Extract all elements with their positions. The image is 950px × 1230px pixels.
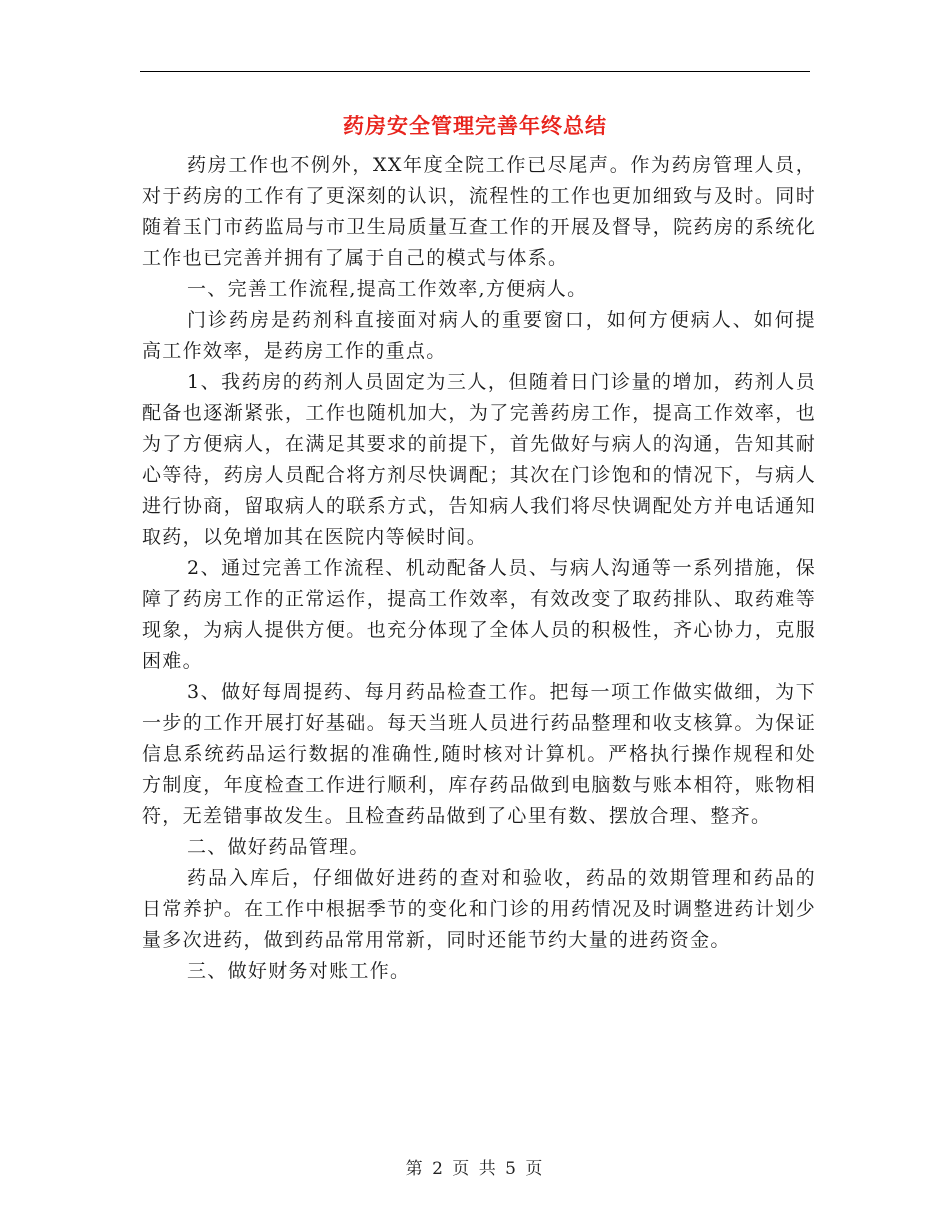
paragraph-intro: 药房工作也不例外，XX年度全院工作已尽尾声。作为药房管理人员，对于药房的工作有了更深刻的认识，流程性的工作也更加细致与及时。同时随着玉门市药监局与市卫生局质量互查工作的开展及督导，院药房的系统化工作也已完善并拥有了属于自己的模式与体系。	[142, 154, 816, 269]
document-title: 药房安全管理完善年终总结	[343, 113, 607, 138]
section-heading-1: 一、完善工作流程,提高工作效率,方便病人。	[187, 278, 588, 300]
list-item-1: 1、我药房的药剂人员固定为三人，但随着日门诊量的增加，药剂人员配备也逐渐紧张，工作也随机加大，为了完善药房工作，提高工作效率，也为了方便病人，在满足其要求的前提下，首先做好与病人的沟通，告知其耐心等待，药房人员配合将方剂尽快调配；其次在门诊饱和的情况下，与病人进行协商，留取病人的联系方式，告知病人我们将尽快调配处方并电话通知取药，以免增加其在医院内等候时间。	[142, 371, 816, 548]
document-body	[142, 150, 816, 987]
paragraph: 药品入库后，仔细做好进药的查对和验收，药品的效期管理和药品的日常养护。在工作中根据季节的变化和门诊的用药情况及时调整进药计划少量多次进药，做到药品常用常新，同时还能节约大量的进药资金。	[142, 867, 816, 951]
paragraph: 门诊药房是药剂科直接面对病人的重要窗口，如何方便病人、如何提高工作效率，是药房工作的重点。	[142, 309, 816, 362]
section-heading-3: 三、做好财务对账工作。	[187, 960, 411, 982]
header-rule	[140, 71, 810, 72]
section-heading-2: 二、做好药品管理。	[187, 836, 370, 858]
list-item-2: 2、通过完善工作流程、机动配备人员、与病人沟通等一系列措施，保障了药房工作的正常运作，提高工作效率，有效改变了取药排队、取药难等现象，为病人提供方便。也充分体现了全体人员的积极性，齐心协力，克服困难。	[142, 557, 816, 672]
list-item-3: 3、做好每周提药、每月药品检查工作。把每一项工作做实做细，为下一步的工作开展打好基础。每天当班人员进行药品整理和收支核算。为保证信息系统药品运行数据的准确性,随时核对计算机。严格执行操作规程和处方制度，年度检查工作进行顺利，库存药品做到电脑数与账本相符，账物相符，无差错事故发生。且检查药品做到了心里有数、摆放合理、整齐。	[142, 681, 816, 827]
page-number: 第 2 页 共 5 页	[405, 1159, 545, 1179]
